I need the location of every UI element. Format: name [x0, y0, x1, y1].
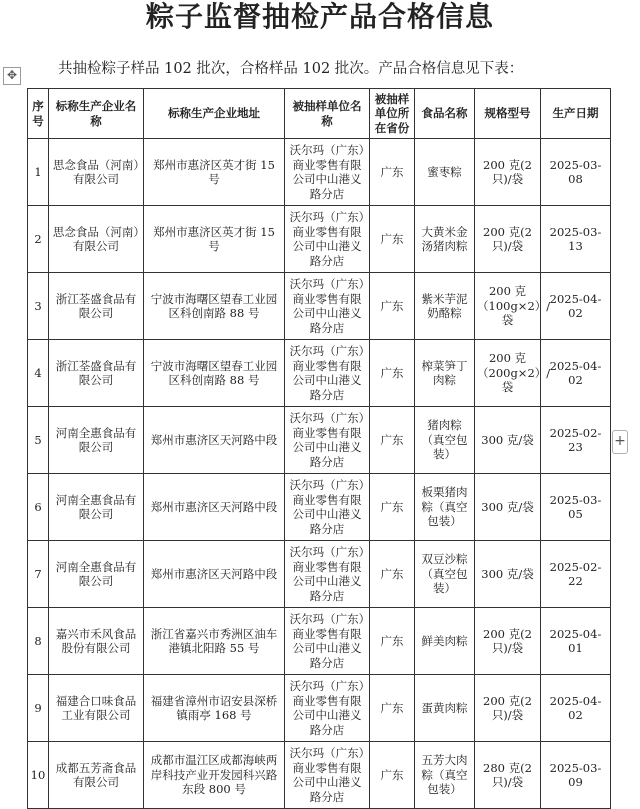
table-cell: 河南全惠食品有限公司: [49, 407, 144, 474]
table-cell: 广东: [370, 541, 415, 608]
table-cell: 2025-03-08: [541, 139, 611, 206]
table-cell: 6: [28, 474, 49, 541]
table-cell: 沃尔玛（广东）商业零售有限公司中山港义路分店: [285, 742, 370, 809]
table-cell: 3: [28, 273, 49, 340]
table-cell: 2025-03-09: [541, 742, 611, 809]
table-row: [28, 608, 611, 675]
header-cell: 被抽样单位名称: [285, 89, 370, 139]
table-cell: 广东: [370, 608, 415, 675]
table-cell: 鲜美肉粽: [415, 608, 475, 675]
table-cell: 200 克（100g×2）/袋: [475, 273, 541, 340]
table-cell: 广东: [370, 742, 415, 809]
table-cell: 2025-04-02: [541, 273, 611, 340]
table-cell: 紫米芋泥奶酪粽: [415, 273, 475, 340]
table-cell: 2025-03-05: [541, 474, 611, 541]
table-cell: 沃尔玛（广东）商业零售有限公司中山港义路分店: [285, 139, 370, 206]
table-cell: 8: [28, 608, 49, 675]
page-title: 粽子监督抽检产品合格信息: [145, 0, 494, 33]
table-cell: 思念食品（河南）有限公司: [49, 206, 144, 273]
table-cell: 蛋黄肉粽: [415, 675, 475, 742]
table-cell: 200 克(2只)/袋: [475, 206, 541, 273]
table-cell: 福建合口味食品工业有限公司: [49, 675, 144, 742]
table-cell: 200 克(2只)/袋: [475, 608, 541, 675]
header-cell: 生产日期: [541, 89, 611, 139]
header-cell: 序号: [28, 89, 49, 139]
add-column-icon[interactable]: +: [612, 430, 628, 454]
table-cell: 广东: [370, 206, 415, 273]
table-cell: 沃尔玛（广东）商业零售有限公司中山港义路分店: [285, 608, 370, 675]
header-cell: 规格型号: [475, 89, 541, 139]
inspection-table: [27, 88, 611, 809]
table-cell: 2025-02-22: [541, 541, 611, 608]
table-cell: 广东: [370, 675, 415, 742]
table-row: [28, 541, 611, 608]
table-cell: 郑州市惠济区天河路中段: [144, 474, 285, 541]
table-cell: 蜜枣粽: [415, 139, 475, 206]
table-cell: 宁波市海曙区望春工业园区科创南路 88 号: [144, 273, 285, 340]
table-row: [28, 273, 611, 340]
table-cell: 沃尔玛（广东）商业零售有限公司中山港义路分店: [285, 273, 370, 340]
table-cell: 300 克/袋: [475, 407, 541, 474]
table-cell: 郑州市惠济区英才街 15 号: [144, 139, 285, 206]
table-cell: 沃尔玛（广东）商业零售有限公司中山港义路分店: [285, 407, 370, 474]
table-cell: 2025-03-13: [541, 206, 611, 273]
table-cell: 福建省漳州市诏安县深桥镇雨亭 168 号: [144, 675, 285, 742]
table-cell: 猪肉粽（真空包装）: [415, 407, 475, 474]
table-cell: 思念食品（河南）有限公司: [49, 139, 144, 206]
header-cell: 标称生产企业名称: [49, 89, 144, 139]
table-cell: 200 克（200g×2）/袋: [475, 340, 541, 407]
table-cell: 2025-04-02: [541, 340, 611, 407]
table-cell: 河南全惠食品有限公司: [49, 541, 144, 608]
table-cell: 4: [28, 340, 49, 407]
table-cell: 五芳大肉粽（真空包装）: [415, 742, 475, 809]
table-move-handle-icon[interactable]: ✥: [3, 67, 21, 85]
table-cell: 5: [28, 407, 49, 474]
table-row: [28, 340, 611, 407]
table-cell: 300 克/袋: [475, 541, 541, 608]
table-header-row: [28, 89, 611, 139]
table-cell: 河南全惠食品有限公司: [49, 474, 144, 541]
table-row: [28, 407, 611, 474]
table-row: [28, 474, 611, 541]
table-cell: 宁波市海曙区望春工业园区科创南路 88 号: [144, 340, 285, 407]
table-cell: 沃尔玛（广东）商业零售有限公司中山港义路分店: [285, 675, 370, 742]
table-cell: 郑州市惠济区英才街 15 号: [144, 206, 285, 273]
table-cell: 广东: [370, 340, 415, 407]
table-cell: 200 克(2只)/袋: [475, 139, 541, 206]
table-cell: 沃尔玛（广东）商业零售有限公司中山港义路分店: [285, 541, 370, 608]
table-cell: 1: [28, 139, 49, 206]
table-cell: 广东: [370, 474, 415, 541]
table-cell: 2025-04-01: [541, 608, 611, 675]
table-cell: 广东: [370, 407, 415, 474]
table-cell: 浙江荃盛食品有限公司: [49, 340, 144, 407]
table-cell: 200 克(2只)/袋: [475, 675, 541, 742]
table-cell: 7: [28, 541, 49, 608]
header-cell: 被抽样单位所在省份: [370, 89, 415, 139]
table-cell: 成都市温江区成都海峡两岸科技产业开发园科兴路东段 800 号: [144, 742, 285, 809]
table-cell: 郑州市惠济区天河路中段: [144, 541, 285, 608]
table-row: [28, 675, 611, 742]
table-row: [28, 742, 611, 809]
table-cell: 300 克/袋: [475, 474, 541, 541]
table-cell: 浙江荃盛食品有限公司: [49, 273, 144, 340]
table-cell: 嘉兴市禾风食品股份有限公司: [49, 608, 144, 675]
table-cell: 双豆沙粽（真空包装）: [415, 541, 475, 608]
table-cell: 广东: [370, 139, 415, 206]
table-row: [28, 206, 611, 273]
table-cell: 280 克(2只)/袋: [475, 742, 541, 809]
header-cell: 食品名称: [415, 89, 475, 139]
table-cell: 大黄米金汤猪肉粽: [415, 206, 475, 273]
table-cell: 2025-04-02: [541, 675, 611, 742]
table-cell: 广东: [370, 273, 415, 340]
intro-text: 共抽检粽子样品 102 批次，合格样品 102 批次。产品合格信息见下表：: [58, 61, 524, 77]
table-cell: 9: [28, 675, 49, 742]
table-cell: 榨菜笋丁肉粽: [415, 340, 475, 407]
header-cell: 标称生产企业地址: [144, 89, 285, 139]
table-cell: 沃尔玛（广东）商业零售有限公司中山港义路分店: [285, 206, 370, 273]
table-cell: 10: [28, 742, 49, 809]
table-cell: 成都五芳斋食品有限公司: [49, 742, 144, 809]
table-cell: 板栗猪肉粽（真空包装）: [415, 474, 475, 541]
table-cell: 2025-02-23: [541, 407, 611, 474]
table-cell: 沃尔玛（广东）商业零售有限公司中山港义路分店: [285, 474, 370, 541]
table-row: [28, 139, 611, 206]
table-cell: 郑州市惠济区天河路中段: [144, 407, 285, 474]
table-cell: 浙江省嘉兴市秀洲区油车港镇北阳路 55 号: [144, 608, 285, 675]
table-cell: 2: [28, 206, 49, 273]
table-cell: 沃尔玛（广东）商业零售有限公司中山港义路分店: [285, 340, 370, 407]
